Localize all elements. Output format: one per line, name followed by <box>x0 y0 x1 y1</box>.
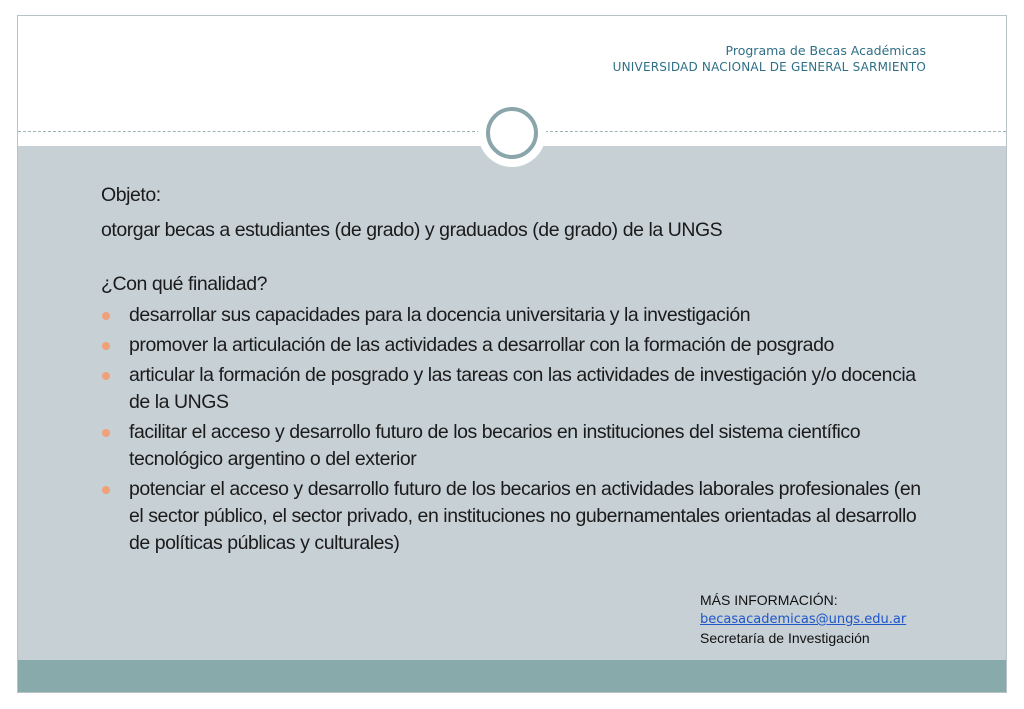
bullet-text: desarrollar sus capacidades para la docencia universitaria y la investigación <box>129 304 751 326</box>
more-info-block <box>700 591 906 647</box>
bullet-icon <box>102 429 110 437</box>
bullet-icon <box>102 372 110 380</box>
bullet-text: articular la formación de posgrado y las tareas con las actividades de investigación y/o docencia de la UNGS <box>129 364 916 413</box>
header-title <box>613 42 926 76</box>
finalidad-label: ¿Con qué finalidad? <box>101 273 267 295</box>
list-item <box>101 332 931 359</box>
list-item <box>101 362 931 416</box>
list-item <box>101 476 931 557</box>
bullet-text: promover la articulación de las actividades a desarrollar con la formación de posgrado <box>129 334 834 356</box>
email-link[interactable]: becasacademicas@ungs.edu.ar <box>700 612 907 627</box>
bullet-icon <box>102 486 110 494</box>
header-divider-left <box>18 131 480 132</box>
university-name: UNIVERSIDAD NACIONAL DE GENERAL SARMIENTO <box>612 60 926 74</box>
footer-bar <box>18 660 1006 692</box>
list-item <box>101 302 931 329</box>
objeto-text: otorgar becas a estudiantes (de grado) y graduados (de grado) de la UNGS <box>101 219 723 241</box>
program-title: Programa de Becas Académicas <box>725 43 926 58</box>
bullet-text: potenciar el acceso y desarrollo futuro de los becarios en actividades laborales profesionales (en el sector público, el sector privado, en instituciones no gubernamentales orientadas al desarrollo de políticas públicas y culturales) <box>129 478 921 554</box>
bullet-icon <box>102 312 110 320</box>
bullet-text: facilitar el acceso y desarrollo futuro de los becarios en instituciones del sistema científico tecnológico argentino o del exterior <box>129 421 861 470</box>
slide-content <box>101 182 931 560</box>
list-item <box>101 419 931 473</box>
circle-icon <box>486 107 538 159</box>
office-name: Secretaría de Investigación <box>700 630 870 646</box>
header-divider-right <box>545 131 1006 132</box>
objeto-label: Objeto: <box>101 184 161 206</box>
finalidad-list <box>101 302 931 557</box>
bullet-icon <box>102 342 110 350</box>
more-info-label: MÁS INFORMACIÓN: <box>700 592 838 608</box>
